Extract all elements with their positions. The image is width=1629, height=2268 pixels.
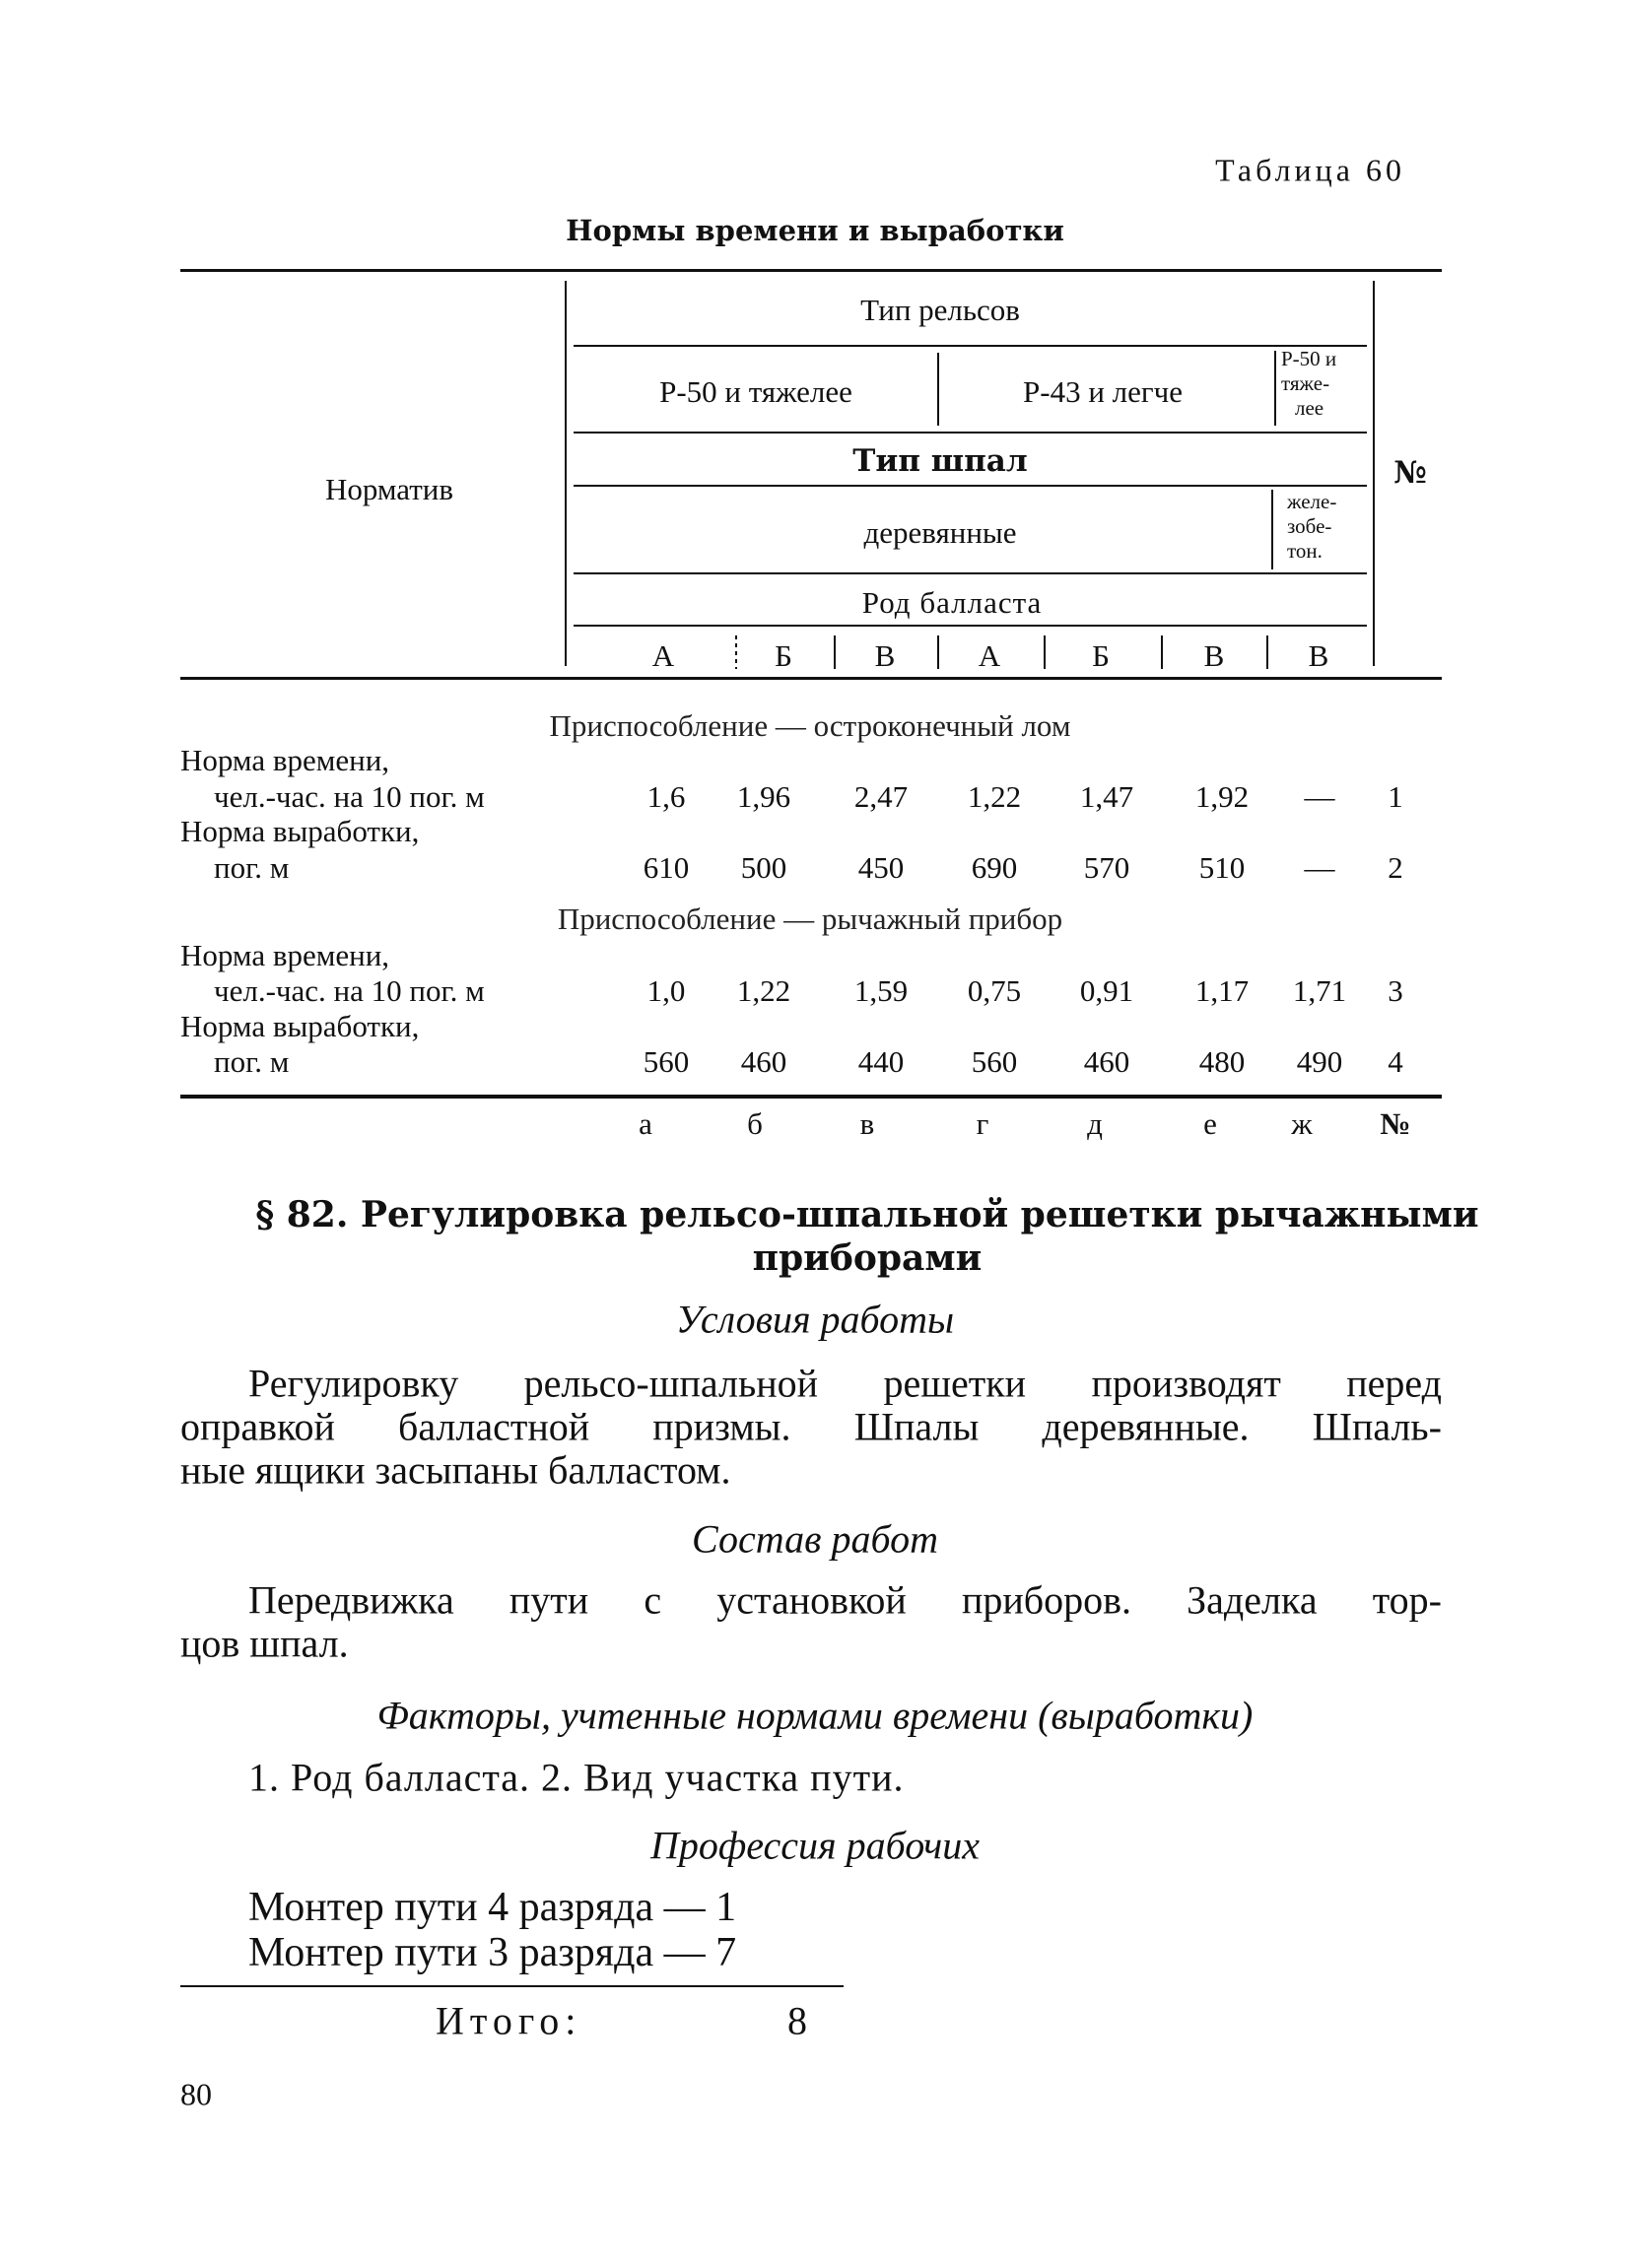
table-cell: 1,92 — [1194, 779, 1250, 814]
section-title: Приспособление — остроконечный лом — [549, 708, 1071, 743]
table-cell: 490 — [1296, 1044, 1343, 1079]
row-number: 1 — [1388, 779, 1403, 814]
header-rail-p50: Р-50 и тяжелее — [659, 374, 852, 409]
table-cell: 1,17 — [1194, 973, 1250, 1008]
worker-line: Монтер пути 3 разряда — 7 — [248, 1930, 737, 1975]
table-cell: 0,91 — [1079, 973, 1134, 1008]
conditions-line: ные ящики засыпаны балластом. — [180, 1447, 731, 1493]
table-cell: 610 — [643, 850, 690, 885]
total-value: 8 — [787, 1998, 807, 2043]
text-line: тон. — [1287, 539, 1323, 563]
section-title: Приспособление — рычажный прибор — [557, 901, 1063, 936]
text-line: зобе- — [1287, 514, 1332, 538]
table-cell: — — [1304, 850, 1335, 885]
total-rule — [180, 1985, 844, 1987]
divider — [574, 572, 1367, 574]
page-number: 80 — [180, 2076, 212, 2112]
conditions-line: оправкой балластной призмы. Шпалы деревянные. Шпаль- — [180, 1404, 1442, 1449]
divider — [937, 353, 939, 426]
composition-line: Передвижка пути с установкой приборов. Заделка тор- — [248, 1577, 1442, 1623]
column-divider — [1044, 635, 1046, 669]
text-line: лее — [1295, 396, 1324, 420]
table-cell: 1,0 — [646, 973, 686, 1008]
row-label: пог. м — [214, 850, 290, 885]
table-cell: 1,71 — [1292, 973, 1347, 1008]
table-cell: 560 — [971, 1044, 1018, 1079]
column-letter: в — [859, 1106, 875, 1141]
divider — [574, 485, 1367, 487]
column-letter: е — [1203, 1106, 1217, 1141]
divider — [1274, 351, 1276, 426]
row-label: пог. м — [214, 1044, 290, 1079]
row-label: Норма времени, — [180, 938, 390, 972]
column-header-4: Б — [1092, 638, 1110, 673]
column-letter: ж — [1291, 1106, 1313, 1141]
table-cell: — — [1304, 779, 1335, 814]
column-divider — [937, 635, 939, 669]
table-cell: 1,6 — [646, 779, 686, 814]
table-cell: 1,47 — [1079, 779, 1134, 814]
column-header-2: В — [874, 638, 896, 673]
table-top-rule — [180, 269, 1442, 272]
worker-line: Монтер пути 4 разряда — 1 — [248, 1885, 737, 1930]
divider — [574, 625, 1367, 627]
table-cell: 460 — [1083, 1044, 1130, 1079]
section-heading-line2: приборами — [752, 1237, 983, 1279]
row-label: чел.-час. на 10 пог. м — [214, 973, 485, 1008]
row-label: Норма времени, — [180, 743, 390, 777]
conditions-line: Регулировку рельсо-шпальной решетки производят перед — [248, 1361, 1442, 1406]
table-title: Нормы времени и выработки — [566, 214, 1064, 247]
column-letter: а — [639, 1106, 652, 1141]
table-label: Таблица 60 — [1215, 152, 1405, 188]
column-header-3: А — [978, 638, 1001, 673]
header-ballast: Род балласта — [861, 585, 1043, 620]
table-cell: 1,22 — [967, 779, 1022, 814]
header-sleeper-type: Тип шпал — [852, 443, 1028, 479]
column-letter: г — [976, 1106, 989, 1141]
table-cell: 440 — [857, 1044, 905, 1079]
column-divider — [1161, 635, 1163, 669]
row-number: 4 — [1388, 1044, 1403, 1079]
row-label: Норма выработки, — [180, 814, 420, 848]
row-label: Норма выработки, — [180, 1009, 420, 1043]
table-bottom-rule — [180, 1095, 1442, 1099]
header-rail-type: Тип рельсов — [860, 293, 1020, 327]
composition-title: Состав работ — [692, 1516, 938, 1562]
section-heading-line1: § 82. Регулировка рельсо-шпальной решетки рычажными — [255, 1194, 1479, 1235]
factors-title: Факторы, учтенные нормами времени (выработки) — [376, 1693, 1254, 1738]
table-cell: 510 — [1198, 850, 1246, 885]
total-label: Итого: — [436, 1998, 582, 2043]
divider — [574, 432, 1367, 434]
column-header-1: Б — [775, 638, 792, 673]
column-letter: б — [747, 1106, 763, 1141]
composition-line: цов шпал. — [180, 1621, 349, 1666]
row-number: 2 — [1388, 850, 1403, 885]
column-divider — [1266, 635, 1268, 669]
header-number: № — [1393, 455, 1427, 491]
column-header-0: А — [651, 638, 675, 673]
row-number: 3 — [1388, 973, 1403, 1008]
header-normativ: Норматив — [324, 472, 454, 506]
header-concrete — [1287, 490, 1336, 564]
divider — [1271, 490, 1273, 569]
text-line: тяже- — [1281, 371, 1330, 395]
table-cell: 2,47 — [853, 779, 909, 814]
table-cell: 460 — [740, 1044, 787, 1079]
text-line: желе- — [1287, 490, 1337, 513]
column-letter: д — [1087, 1106, 1103, 1141]
profession-title: Профессия рабочих — [649, 1823, 981, 1868]
table-cell: 0,75 — [967, 973, 1022, 1008]
column-divider — [735, 635, 737, 669]
column-header-6: В — [1308, 638, 1329, 673]
header-divider — [565, 281, 567, 666]
table-cell: 570 — [1083, 850, 1130, 885]
table-cell: 1,22 — [736, 973, 791, 1008]
row-label: чел.-час. на 10 пог. м — [214, 779, 485, 814]
header-bottom-rule — [180, 677, 1442, 680]
header-rail-p43: Р-43 и легче — [1023, 374, 1183, 409]
column-divider — [834, 635, 836, 669]
factors-text: 1. Род балласта. 2. Вид участка пути. — [248, 1755, 905, 1800]
table-cell: 1,96 — [736, 779, 791, 814]
text-line: Р-50 и — [1281, 347, 1337, 370]
header-rail-p50-concrete — [1281, 347, 1336, 421]
table-cell: 1,59 — [853, 973, 909, 1008]
divider — [574, 345, 1367, 347]
table-cell: 480 — [1198, 1044, 1246, 1079]
table-cell: 560 — [643, 1044, 690, 1079]
header-divider — [1373, 281, 1375, 666]
column-header-5: В — [1203, 638, 1225, 673]
column-letter: № — [1380, 1106, 1411, 1141]
header-wooden: деревянные — [863, 515, 1017, 550]
table-cell: 690 — [971, 850, 1018, 885]
conditions-title: Условия работы — [675, 1297, 955, 1342]
table-cell: 450 — [857, 850, 905, 885]
table-cell: 500 — [740, 850, 787, 885]
